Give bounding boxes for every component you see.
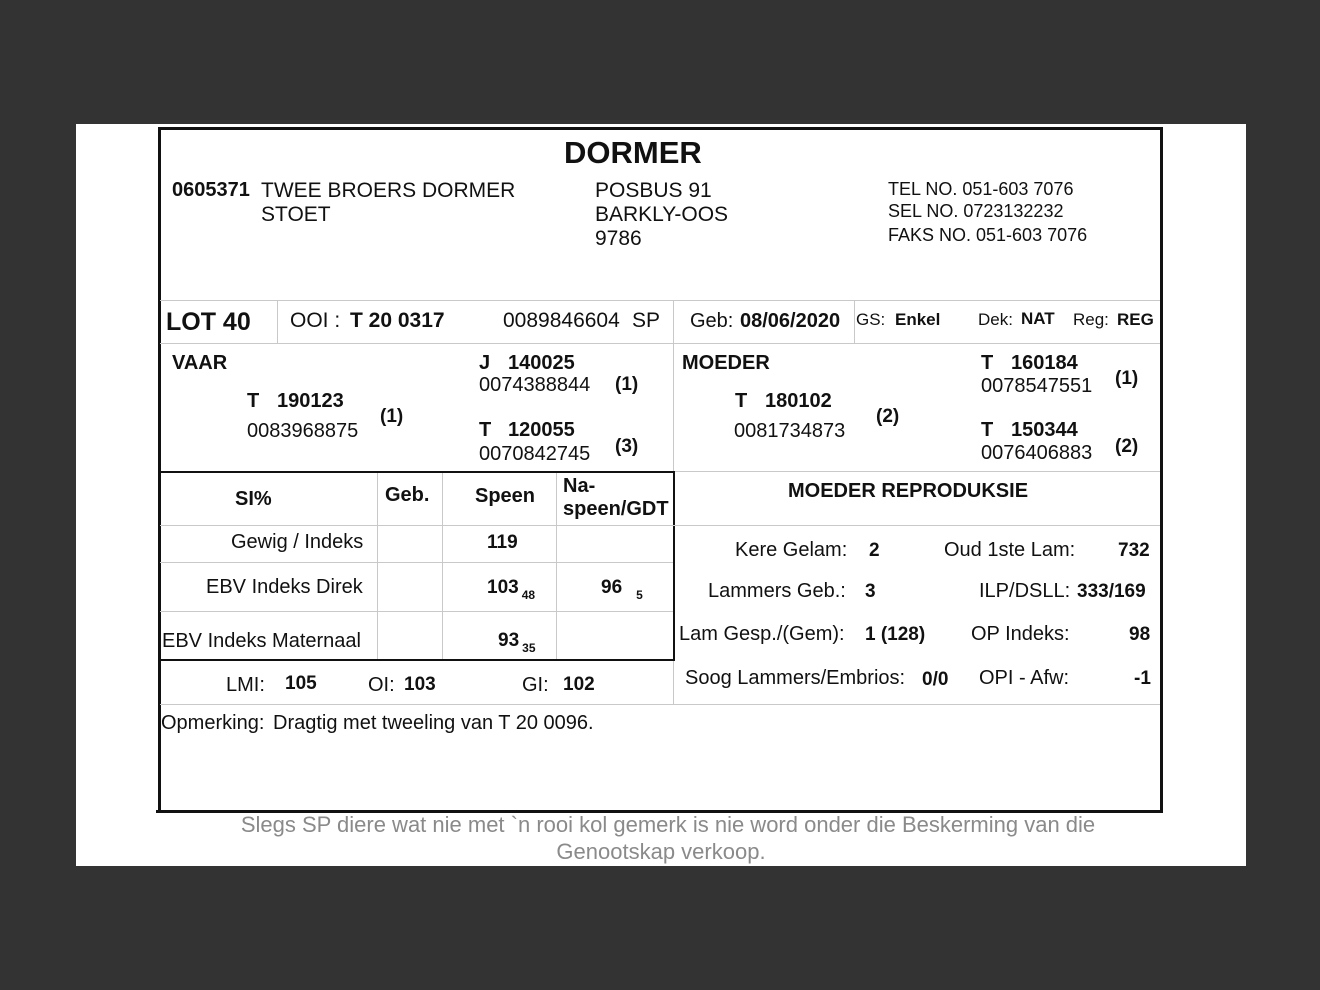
sire-sire-number: 140025 <box>508 352 575 374</box>
repro-label: Lam Gesp./(Gem): <box>679 623 845 645</box>
card-border-right <box>1160 127 1163 813</box>
oi-value: 103 <box>404 674 436 695</box>
si-row-speen <box>498 631 536 654</box>
si-row-naspeen <box>601 578 643 601</box>
repro-value: 0/0 <box>922 669 949 690</box>
sire-heading: VAAR <box>172 352 228 374</box>
sire-dam-number: 120055 <box>508 419 575 441</box>
ewe-id-number: 0089846604 <box>503 309 620 332</box>
speen-value: 103 <box>487 577 519 598</box>
divider <box>673 300 674 473</box>
divider <box>377 473 378 659</box>
speen-value: 93 <box>498 630 520 651</box>
divider <box>160 343 1160 344</box>
naspeen-value: 96 <box>601 577 623 598</box>
sire-dam-tag: T <box>479 419 492 441</box>
protection-note-line1: Slegs SP diere wat nie met `n rooi kol gemerk is nie word onder die Beskerming van die <box>240 812 1096 837</box>
breed-title: DORMER <box>564 135 702 170</box>
si-table-border <box>673 471 675 661</box>
reg-label: Reg: <box>1073 310 1109 329</box>
si-table-border <box>160 659 675 661</box>
tel-number: TEL NO. 051-603 7076 <box>888 179 1074 199</box>
repro-label: Lammers Geb.: <box>708 580 846 602</box>
divider <box>556 473 557 659</box>
member-number: 0605371 <box>172 179 250 201</box>
si-table-border <box>160 471 675 473</box>
sire-sire-tag: J <box>479 352 491 374</box>
oi-label: OI: <box>368 674 395 696</box>
repro-value: 2 <box>869 540 880 561</box>
repro-value: 98 <box>1129 624 1151 645</box>
speen-accuracy: 48 <box>521 588 536 602</box>
divider <box>854 300 855 343</box>
dam-dam-grade: (2) <box>1115 436 1139 457</box>
dam-dam-tag: T <box>981 419 994 441</box>
lmi-label: LMI: <box>226 674 265 696</box>
si-row-label: EBV Indeks Maternaal <box>162 630 361 652</box>
divider <box>160 525 1160 526</box>
repro-value: -1 <box>1134 668 1151 689</box>
address-line: BARKLY-OOS <box>595 203 729 226</box>
divider <box>160 611 673 612</box>
gi-value: 102 <box>563 674 595 695</box>
lot-catalogue-page <box>76 124 1246 866</box>
sire-tag: T <box>247 390 260 412</box>
ooi-label: OOI : <box>290 309 341 332</box>
dek-value: NAT <box>1021 309 1055 328</box>
address-line: POSBUS 91 <box>595 179 712 202</box>
protection-note <box>76 811 1246 865</box>
dek-label: Dek: <box>978 310 1013 329</box>
divider <box>673 661 674 704</box>
divider <box>673 471 1160 472</box>
divider <box>277 300 278 343</box>
dam-id: 0081734873 <box>734 420 846 442</box>
repro-value: 333/169 <box>1077 581 1146 602</box>
birth-date-label: Geb: <box>690 310 734 332</box>
sire-number: 190123 <box>277 390 344 412</box>
divider <box>160 562 673 563</box>
card-border-left <box>158 127 161 813</box>
repro-label: Kere Gelam: <box>735 539 848 561</box>
sire-grade: (1) <box>380 406 404 427</box>
sire-dam-grade: (3) <box>615 436 639 457</box>
card-border-top <box>158 127 1163 130</box>
repro-label: Soog Lammers/Embrios: <box>685 667 906 689</box>
cell-number: SEL NO. 0723132232 <box>888 201 1064 221</box>
remark-text: Dragtig met tweeling van T 20 0096. <box>273 712 594 734</box>
farm-name-line2: STOET <box>261 203 331 226</box>
gs-label: GS: <box>856 310 886 329</box>
dam-sire-tag: T <box>981 352 994 374</box>
divider <box>160 300 1160 301</box>
ooi-value: T 20 0317 <box>350 309 445 332</box>
birth-date-value: 08/06/2020 <box>740 310 841 332</box>
repro-label: ILP/DSLL: <box>979 580 1071 602</box>
sp-marker: SP <box>632 309 661 332</box>
dam-sire-grade: (1) <box>1115 368 1139 389</box>
repro-label: OPI - Afw: <box>979 667 1070 689</box>
lot-number: LOT 40 <box>166 308 251 336</box>
si-row-label: Gewig / Indeks <box>231 531 364 553</box>
naspeen-header: Na- <box>563 475 596 497</box>
geb-header: Geb. <box>385 484 430 506</box>
lmi-value: 105 <box>285 673 317 694</box>
reproduction-heading: MOEDER REPRODUKSIE <box>788 480 1029 502</box>
dam-number: 180102 <box>765 390 832 412</box>
dam-grade: (2) <box>876 406 900 427</box>
farm-name: TWEE BROERS DORMER <box>261 179 516 202</box>
sire-sire-id: 0074388844 <box>479 374 591 396</box>
reg-value: REG <box>1117 310 1154 329</box>
remark-label: Opmerking: <box>161 712 265 734</box>
dam-sire-number: 160184 <box>1011 352 1078 374</box>
divider <box>442 473 443 659</box>
si-row-label: EBV Indeks Direk <box>206 576 363 598</box>
gs-value: Enkel <box>895 310 941 329</box>
naspeen-header-line2: speen/GDT <box>563 498 669 520</box>
repro-label: Oud 1ste Lam: <box>944 539 1076 561</box>
repro-value: 732 <box>1118 540 1150 561</box>
sire-sire-grade: (1) <box>615 374 639 395</box>
dam-tag: T <box>735 390 748 412</box>
si-header: SI% <box>235 488 272 510</box>
speen-header: Speen <box>475 485 536 507</box>
dam-sire-id: 0078547551 <box>981 375 1093 397</box>
dam-heading: MOEDER <box>682 352 770 374</box>
address-line: 9786 <box>595 227 642 250</box>
fax-number: FAKS NO. 051-603 7076 <box>888 225 1088 245</box>
sire-dam-id: 0070842745 <box>479 443 591 465</box>
dam-dam-id: 0076406883 <box>981 442 1093 464</box>
sire-id: 0083968875 <box>247 420 359 442</box>
si-row-speen <box>487 578 535 601</box>
divider <box>160 704 1160 705</box>
protection-note-line2: Genootskap verkoop. <box>556 839 766 864</box>
repro-value: 1 (128) <box>865 624 926 645</box>
speen-accuracy: 35 <box>522 641 536 655</box>
si-row-speen: 119 <box>487 532 518 553</box>
naspeen-accuracy: 5 <box>636 588 643 602</box>
dam-dam-number: 150344 <box>1011 419 1078 441</box>
repro-label: OP Indeks: <box>971 623 1070 645</box>
gi-label: GI: <box>522 674 549 696</box>
repro-value: 3 <box>865 581 876 602</box>
